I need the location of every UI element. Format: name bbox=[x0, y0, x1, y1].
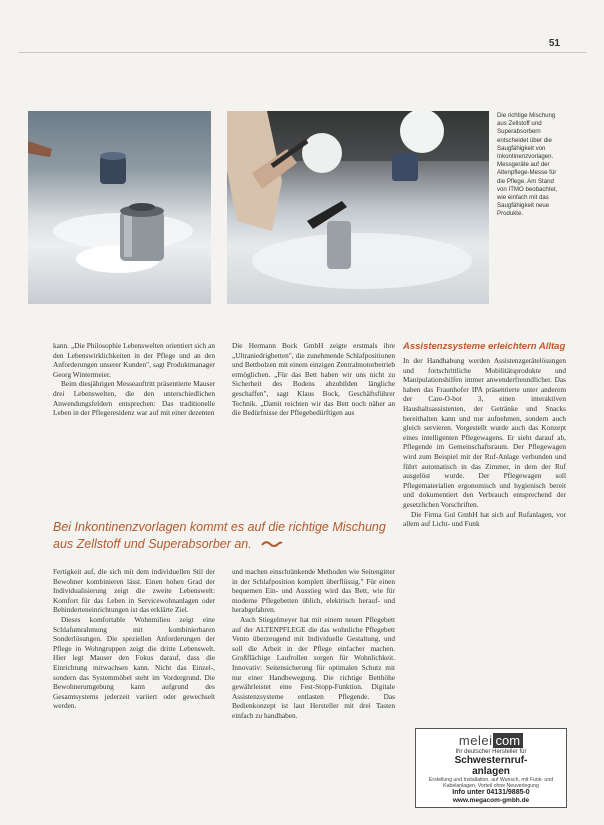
paragraph: Die Firma Gul GmbH hat sich auf Rufanlagen, vor allem auf Licht- und Funk bbox=[403, 509, 566, 529]
paragraph: kann. „Die Philosophie Lebenswelten orientiert sich an den Lebenswirklichkeiten in der Pflege und an den Anforderungen unserer Kunden", sagt Produktmanager Georg Wintermeier. bbox=[53, 341, 215, 379]
photo-weights-on-pads bbox=[28, 111, 211, 304]
ad-website-link[interactable]: www.megacom-gmbh.de bbox=[452, 797, 530, 804]
paragraph: In der Handhabung werden Assistenzgerätelösungen und fortschrittliche Mobilitätsprodukte und Manipulationshilfen immer anwenderfreundlicher. Das haben das Fraunhofer IPA präsentierte unter anderem der Care-O-bot 3, einen interaktiven Haushaltsassistenten, der Getränke und Snacks bereithalten kann und nur aufnehmen, sondern auch gleich servieren. Vorgestellt wurde auch das Konzept eines intelligenten Pflegewagens. Er sieht darauf ab, Pflegende im Gemeinschaftsraum. Der Pflegewagen wird zum Beispiel mit der Ruf-Anlage verbunden und führt automatisch in das Zimmer, in dem der Ruf ausgelöst wurde. Der Pflegewagen soll Pflegematerialien ergonomisch und hygienisch bereit und dokumentiert den Verbrauch entsprechend der gesetzlichen Vorschriften. bbox=[403, 356, 566, 509]
wave-ornament-icon bbox=[261, 536, 283, 553]
pull-quote-text: Bei Inkontinenzvorlagen kommt es auf die richtige Mischung aus Zellstoff und Superabsorber an. bbox=[53, 520, 386, 551]
article-column-1-top bbox=[53, 341, 215, 418]
ad-line-1: Ihr deutscher Hersteller für bbox=[455, 749, 527, 755]
ad-description: Erstellung und Installation, auf Wunsch, mit Funk- und Kabelanlagen, Vorteil ohne Neuverlegung bbox=[428, 777, 554, 789]
header-rule bbox=[18, 52, 586, 53]
paragraph: Auch Stiegelmeyer hat mit einem neuen Pflegebett auf der ALTENPFLEGE die das wohnliche Pflegebett Vento überzeugend mit Individuelle Gestaltung, und soll die Arbeit in der Pflege einfacher machen. Großflächige Laufrollen sorgen für Wohnlichkeit. Innovativ: Seitensicherung für optimalen Schutz mit nur einer Handbewegung. Die richtige Betthöhe gewährleistet eine Fest-Stopp-Funktion. Digitale Assistenzsysteme entlasten Pflegende. Das Bedienkonzept ist laut Hersteller mit drei Tasten einfach zu handhaben. bbox=[232, 614, 395, 720]
ad-headline-2: anlagen bbox=[472, 766, 510, 777]
photo-measurement-demo bbox=[227, 111, 489, 304]
paragraph: Die Hermann Bock GmbH zeigte erstmals ihre „Ultraniedrigbetten", die zunehmende Schlafpositionen und Bettbolzen mit einem einzigen Zentralmotorbetrieb ermöglichen. „Für das Bett haben wir uns nicht zu Sicherheit des Bodens abzubilden längliche geschaffen", sagt Klaus Bock, Geschäftsführer Technik. „Damit reichten wir das Bett noch näher an die Bedürfnisse der Pflegebedürftigen aus bbox=[232, 341, 395, 418]
pull-quote bbox=[53, 519, 398, 553]
paragraph: Fertigkeit auf, die sich mit dem individuellen Stil der Bewohner kombinieren lässt. Einen hohen Grad der Individualisierung zeigt die zweite Lebenswelt: Komfort für das Leben in Servicewohnanlagen oder Behinderteneinrichtungen ist das erklärte Ziel. bbox=[53, 567, 215, 615]
article-column-2-top bbox=[232, 341, 395, 418]
section-heading: Assistenzsysteme erleichtern Alltag bbox=[403, 341, 566, 352]
paragraph: und machen einschränkende Methoden wie Seitengitter in der Schlafposition komplett überflüssig." Für einen bequemen Ein- und Ausstieg wird das Bett, wie für moderne Pflegebetten üblich, elektrisch herauf- und herabgefahren. bbox=[232, 567, 395, 615]
paragraph: Beim diesjährigen Messeauftritt präsentierte Mauser drei Lebenswelten, die den unterschiedlichen Anwendungsfeldern entsprechen: Das traditionelle Leben in der Pflegeresidenz war auf mit einer dezenten bbox=[53, 379, 215, 418]
logo-text: melei bbox=[458, 732, 493, 748]
ad-phone: Info unter 04131/9885-0 bbox=[452, 789, 530, 796]
page-number: 51 bbox=[548, 38, 560, 49]
photo-caption: Die richtige Mischung aus Zellstoff und Superabsorbern entscheidet über die Saugfähigkeit von Inkontinenzvorlagen. Messgeräte auf der Altenpflege-Messe für die Pflege. Am Stand von ITMO beobachtet, wie einfach mit das Saugfähigkeit neue Produkte. bbox=[497, 112, 558, 218]
ad-headline-1: Schwesternruf- bbox=[454, 755, 528, 766]
article-column-1-bottom bbox=[53, 567, 215, 711]
advertiser-logo bbox=[416, 732, 566, 748]
article-column-2-bottom bbox=[232, 567, 395, 721]
article-column-3 bbox=[403, 341, 566, 529]
paragraph: Dieses komfortable Wohnmilieu zeigt eine Schlafumrahmung mit kombinierbaren Sonderlösungen. Die speziellen Anforderungen der Pflege in Wohngruppen zeigt die dritte Lebenswelt. Hier legt Mauser den Fokus darauf, dass die Einrichtung mitwachsen kann. Nicht das Einzel-, sondern das Systemmöbel steht im Vordergrund. Die Bewohnerumgebung kann aufgrund des Gesamtsystems jederzeit variiert oder gewechselt werden. bbox=[53, 614, 215, 711]
advertisement-box[interactable] bbox=[415, 728, 567, 808]
logo-text-inverted: com bbox=[493, 733, 524, 748]
